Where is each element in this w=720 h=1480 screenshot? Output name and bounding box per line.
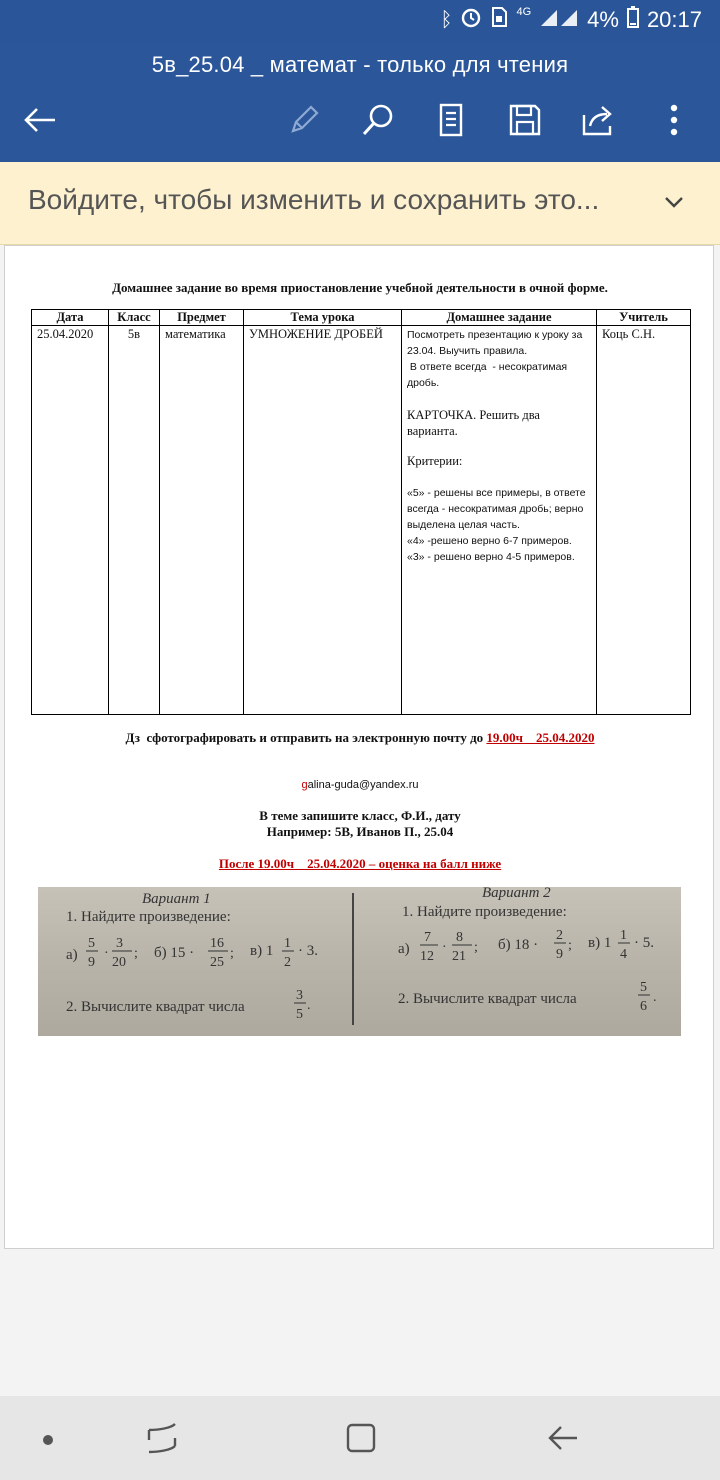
photo-divider bbox=[352, 893, 354, 1025]
signal-icon bbox=[539, 6, 579, 34]
svg-text:;: ; bbox=[568, 938, 572, 953]
sign-in-banner[interactable] bbox=[0, 162, 720, 245]
cell-homework bbox=[402, 326, 597, 715]
hw-line-4: Критерии: bbox=[407, 454, 463, 468]
hw-line-5: «5» - решены все примеры, в ответе всегда - несократимая дробь; верно выделена целая часть. bbox=[407, 487, 586, 531]
svg-text:2: 2 bbox=[556, 928, 563, 943]
variant-1-title: Вариант 1 bbox=[142, 891, 211, 907]
navigation-bar bbox=[0, 1396, 720, 1480]
svg-text:21: 21 bbox=[452, 949, 466, 964]
cell-subject: математика bbox=[160, 326, 244, 715]
variant-1-task-2: 2. Вычислите квадрат числа bbox=[66, 999, 245, 1015]
variant-2-b-label: б) 18 · bbox=[498, 937, 539, 953]
cell-class: 5в bbox=[109, 326, 160, 715]
save-icon bbox=[508, 103, 542, 137]
more-vertical-icon bbox=[669, 103, 679, 137]
header-class: Класс bbox=[109, 310, 160, 326]
network-type: 4G bbox=[516, 6, 532, 18]
svg-text:.: . bbox=[653, 990, 657, 1005]
battery-icon bbox=[627, 6, 639, 34]
toolbar bbox=[0, 98, 720, 146]
share-button[interactable] bbox=[577, 98, 621, 142]
svg-text:6: 6 bbox=[640, 999, 647, 1014]
back-arrow-icon bbox=[23, 106, 57, 134]
variant-2-task-1: 1. Найдите произведение: bbox=[402, 904, 567, 920]
email-rest: alina-guda@yandex.ru bbox=[307, 779, 419, 791]
search-button[interactable] bbox=[356, 98, 400, 142]
hw-line-1: Посмотреть презентацию к уроку за 23.04. Выучить правила. bbox=[407, 329, 583, 357]
recent-apps-icon[interactable] bbox=[143, 1422, 179, 1454]
late-penalty-text: После 19.00ч 25.04.2020 – оценка на балл ниже bbox=[218, 856, 502, 871]
svg-text:4: 4 bbox=[620, 947, 627, 962]
svg-text:;: ; bbox=[474, 940, 478, 955]
svg-text:.: . bbox=[307, 998, 311, 1013]
variant-2-task-2-fraction bbox=[636, 977, 662, 1019]
variant-1-task-1: 1. Найдите произведение: bbox=[66, 909, 231, 925]
svg-text:1: 1 bbox=[620, 928, 627, 943]
table-header-row bbox=[32, 310, 691, 326]
variant-1-a-fractions bbox=[84, 933, 140, 975]
document-icon bbox=[438, 103, 464, 137]
reading-view-button[interactable] bbox=[429, 98, 473, 142]
status-icons bbox=[440, 6, 702, 34]
task-card-photo bbox=[38, 887, 681, 1036]
theme-line-2: Например: 5В, Иванов П., 25.04 bbox=[266, 824, 454, 839]
homework-table bbox=[31, 309, 691, 715]
hw-line-6: «4» -решено верно 6-7 примеров. bbox=[407, 535, 572, 547]
variant-2-c-label: в) 1 bbox=[588, 935, 612, 951]
home-icon[interactable] bbox=[343, 1422, 379, 1454]
table-row bbox=[32, 326, 691, 715]
svg-text:5: 5 bbox=[296, 1007, 303, 1022]
svg-text:·: · bbox=[442, 940, 447, 955]
header-homework: Домашнее задание bbox=[402, 310, 597, 326]
pencil-icon bbox=[287, 103, 321, 137]
svg-text:25: 25 bbox=[210, 955, 224, 970]
variant-2-c-end: · 5. bbox=[634, 935, 654, 951]
svg-text:3: 3 bbox=[296, 988, 303, 1003]
sim-icon bbox=[490, 6, 508, 34]
edit-button[interactable] bbox=[282, 98, 326, 142]
search-icon bbox=[361, 103, 395, 137]
svg-text:9: 9 bbox=[88, 955, 95, 970]
assistant-dot-icon[interactable] bbox=[30, 1422, 66, 1454]
deadline-date: 19.00ч 25.04.2020 bbox=[486, 730, 595, 745]
variant-2-a-fractions bbox=[418, 927, 482, 969]
svg-text:16: 16 bbox=[210, 936, 224, 951]
svg-text:9: 9 bbox=[556, 947, 563, 962]
svg-text:8: 8 bbox=[456, 930, 463, 945]
bluetooth-icon: ᛒ bbox=[440, 8, 453, 31]
header-topic: Тема урока bbox=[244, 310, 402, 326]
cell-teacher: Коць С.Н. bbox=[597, 326, 691, 715]
clock: 20:17 bbox=[646, 7, 702, 32]
theme-line-1: В теме запишите класс, Ф.И., дату bbox=[259, 808, 461, 823]
cell-topic: УМНОЖЕНИЕ ДРОБЕЙ bbox=[244, 326, 402, 715]
email-first-letter: g bbox=[301, 779, 308, 791]
app-bar bbox=[0, 42, 720, 162]
svg-text:;: ; bbox=[134, 946, 138, 961]
svg-text:;: ; bbox=[230, 946, 234, 961]
variant-1-b-label: б) 15 · bbox=[154, 945, 195, 961]
variant-1-a-label: а) bbox=[66, 947, 78, 963]
back-nav-icon[interactable] bbox=[545, 1422, 581, 1454]
deadline-text: Дз сфотографировать и отправить на электронную почту до bbox=[125, 730, 487, 745]
sign-in-banner-text: Войдите, чтобы изменить и сохранить это... bbox=[28, 184, 600, 215]
status-bar bbox=[0, 0, 720, 42]
document-page bbox=[4, 245, 714, 1249]
battery-percent: 4% bbox=[587, 7, 619, 32]
variant-1-c-fraction bbox=[282, 933, 296, 975]
svg-text:·: · bbox=[104, 946, 109, 961]
subject-instructions bbox=[5, 808, 715, 840]
share-icon bbox=[581, 103, 617, 137]
cell-date: 25.04.2020 bbox=[32, 326, 109, 715]
svg-text:3: 3 bbox=[116, 936, 123, 951]
svg-text:2: 2 bbox=[284, 955, 291, 970]
svg-text:1: 1 bbox=[284, 936, 291, 951]
svg-text:20: 20 bbox=[112, 955, 126, 970]
variant-1-task-2-fraction bbox=[292, 985, 316, 1027]
svg-text:12: 12 bbox=[420, 949, 434, 964]
deadline-line bbox=[5, 730, 715, 746]
variant-2-b-fraction bbox=[552, 925, 576, 967]
hw-line-7: «3» - решено верно 4-5 примеров. bbox=[407, 551, 575, 563]
variant-2-c-fraction bbox=[618, 925, 632, 967]
alarm-icon bbox=[460, 6, 482, 34]
chevron-down-icon[interactable] bbox=[662, 190, 686, 214]
variant-2-a-label: а) bbox=[398, 941, 410, 957]
document-title: 5в_25.04 _ математ - только для чтения bbox=[151, 52, 569, 77]
header-teacher: Учитель bbox=[597, 310, 691, 326]
variant-2-task-2: 2. Вычислите квадрат числа bbox=[398, 991, 577, 1007]
save-button[interactable] bbox=[503, 98, 547, 142]
variant-1-b-fraction bbox=[206, 933, 236, 975]
svg-text:5: 5 bbox=[88, 936, 95, 951]
variant-1-c-label: в) 1 bbox=[250, 943, 274, 959]
header-date: Дата bbox=[32, 310, 109, 326]
more-options-button[interactable] bbox=[652, 98, 696, 142]
hw-line-3: КАРТОЧКА. Решить два варианта. bbox=[407, 408, 540, 438]
email-address[interactable] bbox=[5, 779, 715, 791]
svg-text:7: 7 bbox=[424, 930, 431, 945]
variant-2-title: Вариант 2 bbox=[482, 887, 551, 901]
hw-line-2: В ответе всегда - несократимая дробь. bbox=[407, 361, 571, 389]
header-subject: Предмет bbox=[160, 310, 244, 326]
svg-text:5: 5 bbox=[640, 980, 647, 995]
document-heading: Домашнее задание во время приостановление учебной деятельности в очной форме. bbox=[112, 280, 608, 295]
late-penalty-line bbox=[5, 856, 715, 872]
back-button[interactable] bbox=[18, 98, 62, 142]
variant-1-c-end: · 3. bbox=[298, 943, 318, 959]
